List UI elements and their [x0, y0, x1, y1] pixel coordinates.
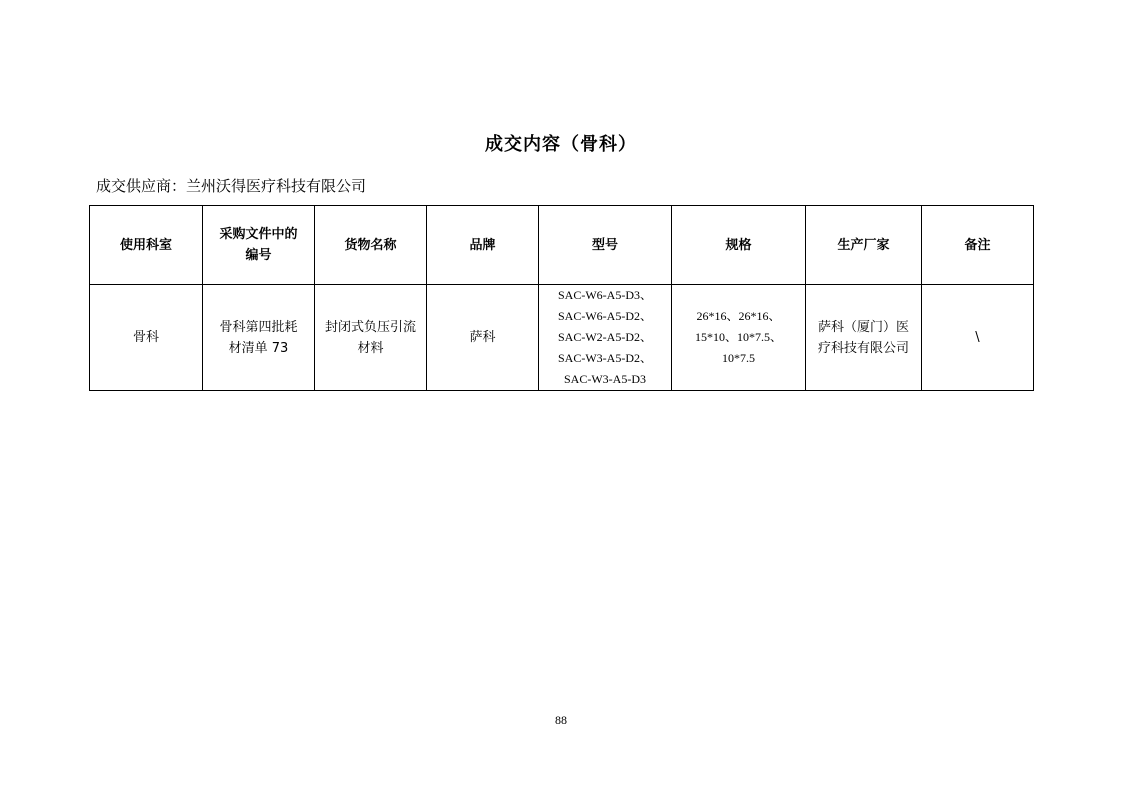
- header-brand: 品牌: [427, 206, 539, 285]
- supplier-label: 成交供应商：: [96, 177, 187, 195]
- header-manufacturer: 生产厂家: [806, 206, 922, 285]
- cell-manufacturer: 萨科（厦门）医 疗科技有限公司: [806, 285, 922, 391]
- cell-goods-name: 封闭式负压引流 材料: [315, 285, 427, 391]
- cell-spec: 26*16、26*16、 15*10、10*7.5、 10*7.5: [672, 285, 806, 391]
- page-number: 88: [555, 713, 567, 727]
- header-code: 采购文件中的 编号: [203, 206, 315, 285]
- cell-brand: 萨科: [427, 285, 539, 391]
- table-row: [90, 285, 1034, 391]
- table-header-row: [90, 206, 1034, 285]
- cell-code: 骨科第四批耗 材清单 73: [203, 285, 315, 391]
- header-remark: 备注: [922, 206, 1034, 285]
- award-table: [89, 205, 1034, 391]
- supplier-line: [96, 175, 366, 196]
- header-goods-name: 货物名称: [315, 206, 427, 285]
- cell-remark: \: [922, 285, 1034, 391]
- header-department: 使用科室: [90, 206, 203, 285]
- header-model: 型号: [539, 206, 672, 285]
- header-spec: 规格: [672, 206, 806, 285]
- supplier-name: 兰州沃得医疗科技有限公司: [186, 177, 367, 195]
- cell-department: 骨科: [90, 285, 203, 391]
- page-title: 成交内容（骨科）: [485, 134, 637, 155]
- cell-model: SAC-W6-A5-D3、 SAC-W6-A5-D2、 SAC-W2-A5-D2、 SAC-W3-A5-D2、 SAC-W3-A5-D3: [539, 285, 672, 391]
